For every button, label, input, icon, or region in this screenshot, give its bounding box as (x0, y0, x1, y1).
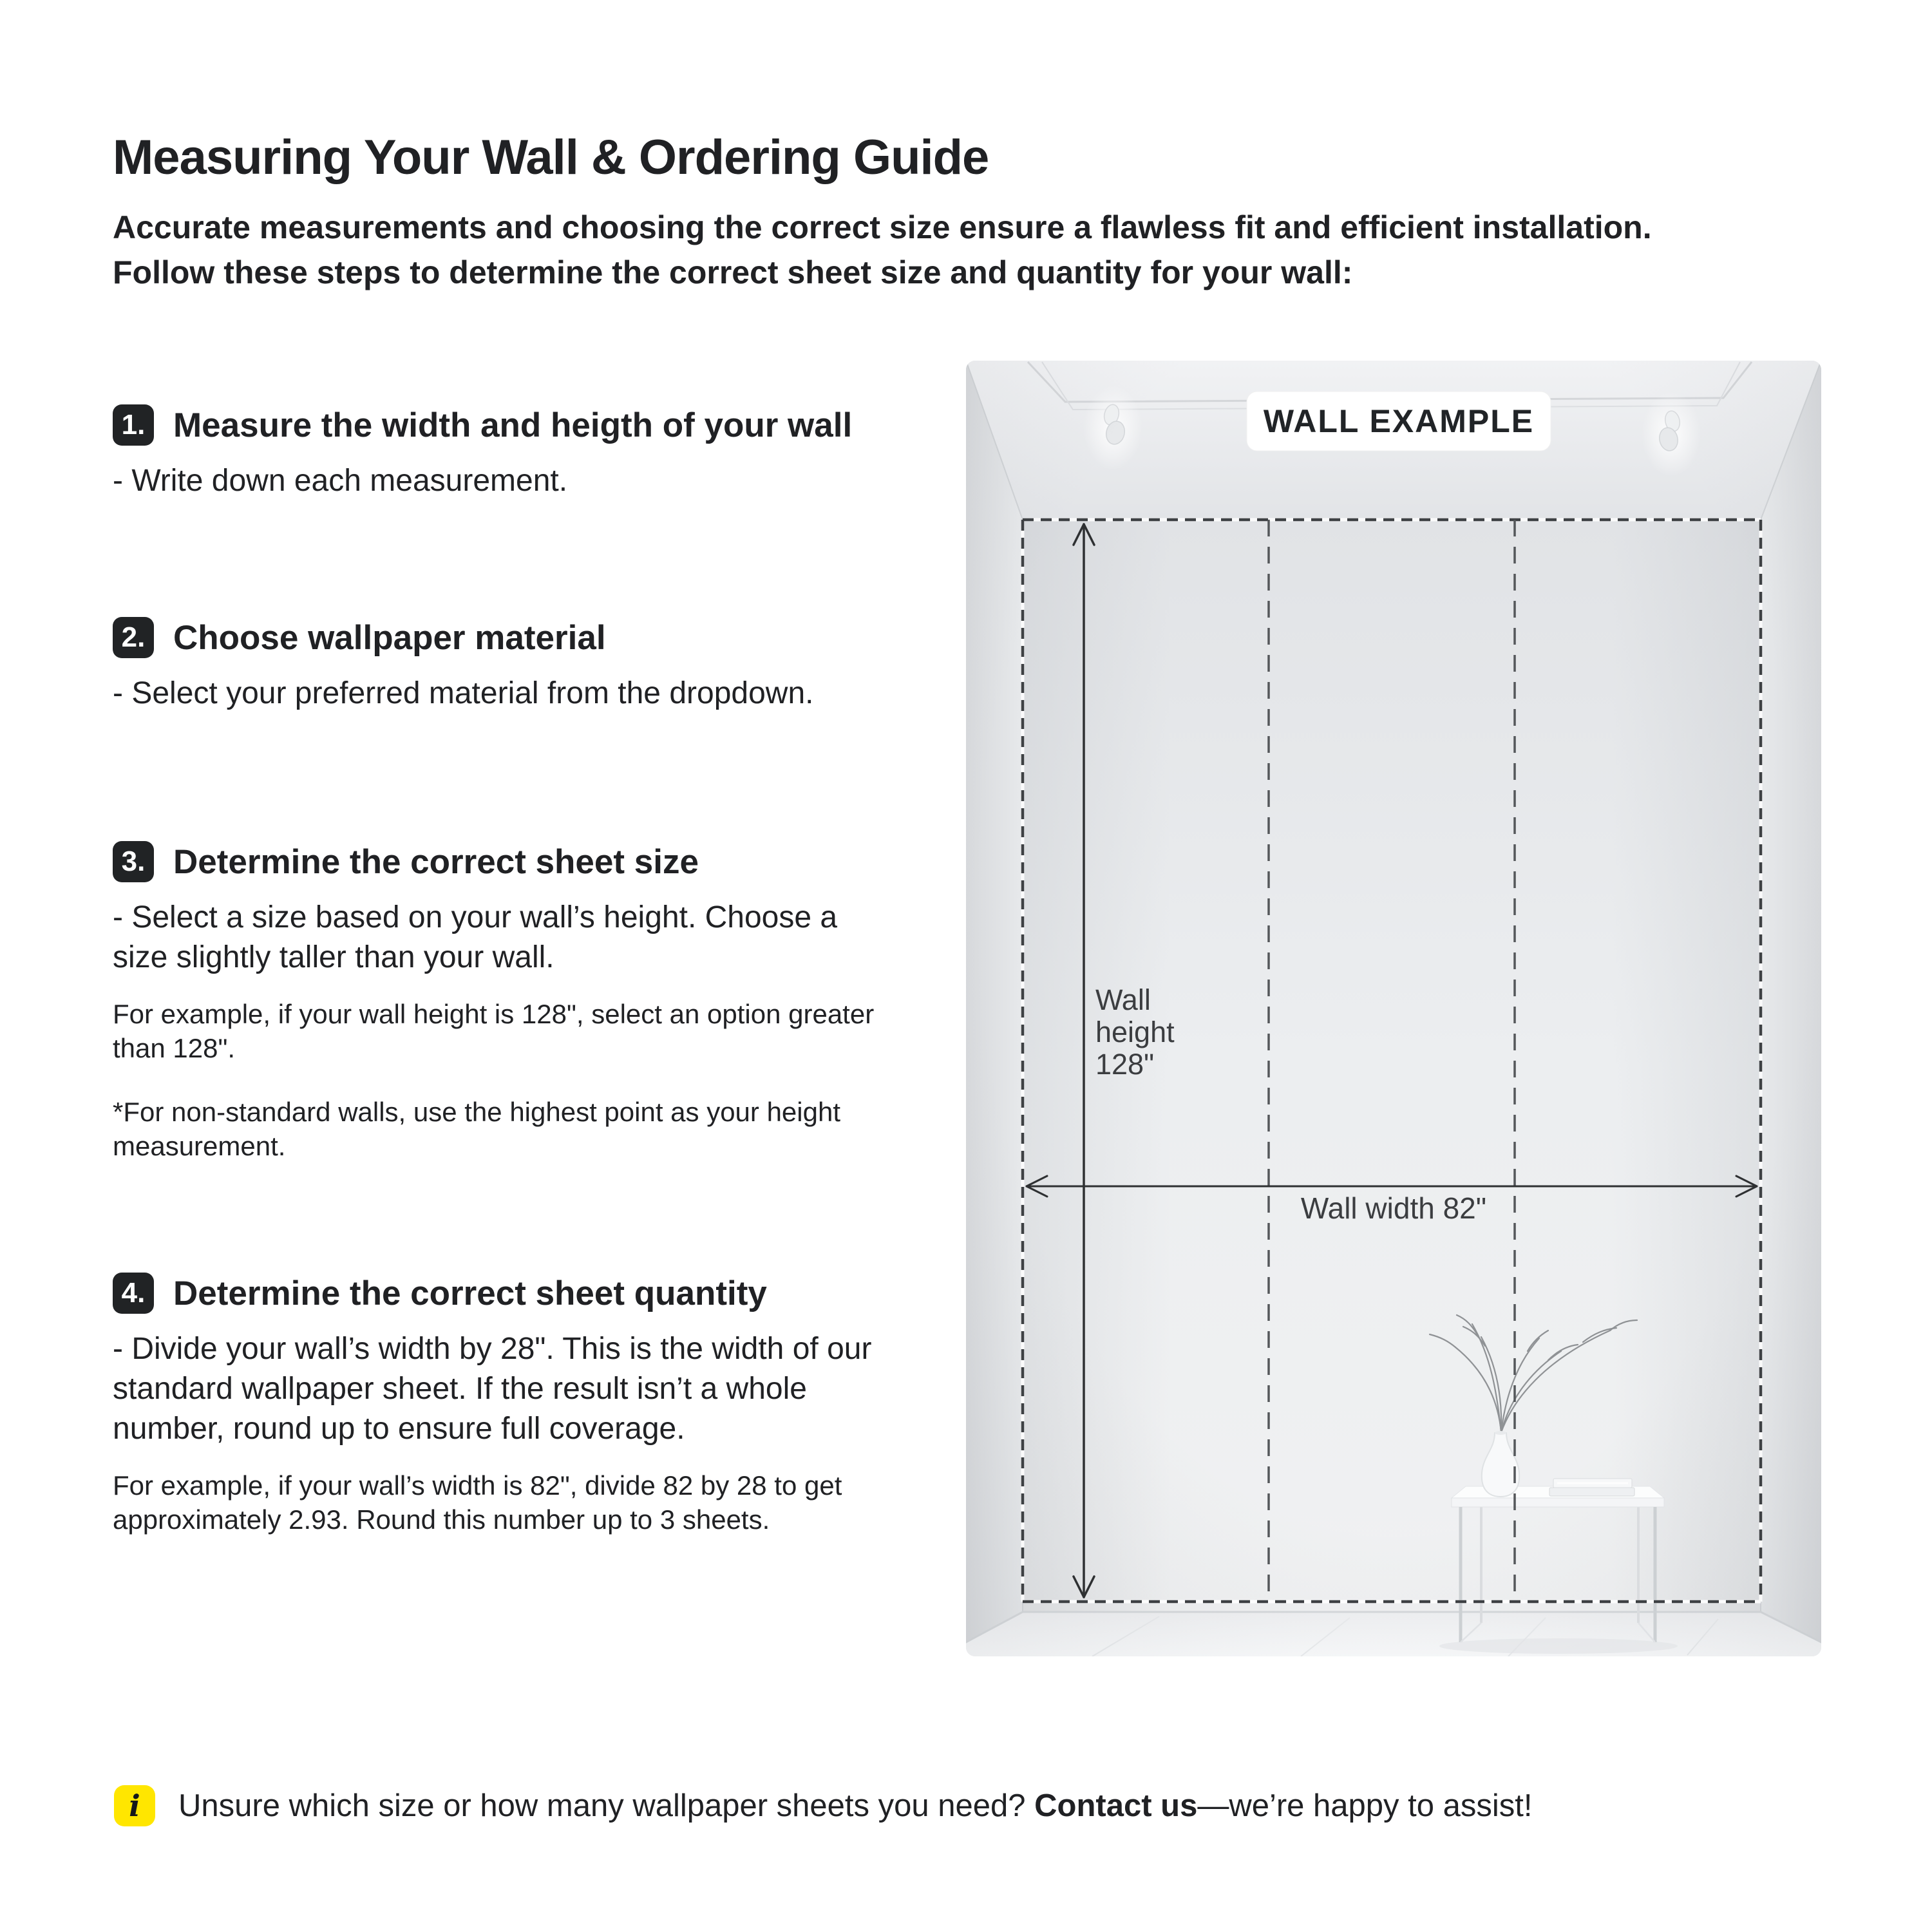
step-1-number-badge: 1. (113, 404, 154, 446)
step-3-example (113, 997, 956, 1065)
step-1-header (113, 404, 956, 446)
step-4-example-line: approximately 2.93. Round this number up to 3 sheets. (113, 1504, 770, 1535)
step-2-heading: Choose wallpaper material (173, 618, 606, 657)
step-4-heading: Determine the correct sheet quantity (173, 1274, 767, 1312)
svg-text:WALL EXAMPLE: WALL EXAMPLE (1263, 403, 1535, 439)
step-3-note-line: measurement. (113, 1131, 286, 1161)
footer-text (178, 1788, 1533, 1824)
table-shadow (1439, 1638, 1678, 1654)
svg-text:128": 128" (1095, 1048, 1155, 1081)
step-4-number-badge: 4. (113, 1273, 154, 1314)
book (1549, 1479, 1634, 1496)
step-3 (113, 841, 956, 1163)
contact-us-link[interactable]: Contact us (1034, 1788, 1198, 1823)
step-1 (113, 404, 956, 501)
page-title: Measuring Your Wall & Ordering Guide (113, 129, 989, 185)
step-2-number-badge: 2. (113, 617, 154, 658)
step-1-body (113, 461, 956, 501)
svg-text:height: height (1095, 1016, 1175, 1048)
svg-text:Wall: Wall (1095, 983, 1151, 1016)
step-3-body-line: - Select a size based on your wall’s height. Choose a (113, 900, 838, 934)
step-4-header (113, 1273, 956, 1314)
step-4-example-line: For example, if your wall’s width is 82", divide 82 by 28 to get (113, 1470, 842, 1501)
step-4-body-line: number, round up to ensure full coverage. (113, 1412, 685, 1446)
step-2-body-line: - Select your preferred material from the dropdown. (113, 676, 814, 710)
step-4 (113, 1273, 956, 1537)
step-3-heading: Determine the correct sheet size (173, 842, 699, 881)
step-3-note-line: *For non-standard walls, use the highest point as your height (113, 1097, 841, 1127)
step-2-header (113, 617, 956, 658)
info-icon (114, 1785, 155, 1826)
step-3-number-badge: 3. (113, 841, 154, 882)
step-1-body-line: - Write down each measurement. (113, 464, 568, 498)
photo-vignette (966, 361, 1821, 1656)
step-2 (113, 617, 956, 714)
step-3-body (113, 898, 956, 978)
step-4-body-line: standard wallpaper sheet. If the result isn’t a whole (113, 1372, 807, 1406)
wall-example-photo (966, 361, 1821, 1656)
step-4-body (113, 1329, 956, 1449)
intro-line: Accurate measurements and choosing the correct size ensure a flawless fit and efficient installation. (113, 209, 1652, 245)
step-3-note (113, 1095, 956, 1163)
intro-text (113, 205, 1652, 295)
step-4-example (113, 1468, 956, 1537)
footer-suffix: —we’re happy to assist! (1197, 1788, 1533, 1823)
wall-example-label (1247, 392, 1551, 451)
info-icon-glyph: i (129, 1788, 140, 1823)
wall-width-label: Wall width 82" (1300, 1191, 1487, 1225)
step-3-example-line: For example, if your wall height is 128", select an option greater (113, 999, 875, 1029)
step-3-example-line: than 128". (113, 1033, 236, 1063)
step-3-body-line: size slightly taller than your wall. (113, 940, 554, 974)
step-4-body-line: - Divide your wall’s width by 28". This is the width of our (113, 1332, 872, 1366)
footer-question: Unsure which size or how many wallpaper sheets you need? (178, 1788, 1035, 1823)
step-2-body (113, 674, 956, 714)
step-3-header (113, 841, 956, 882)
step-1-heading: Measure the width and heigth of your wall (173, 406, 853, 444)
wall-example-illustration (966, 361, 1821, 1656)
footer-note (114, 1785, 1533, 1826)
intro-line: Follow these steps to determine the correct sheet size and quantity for your wall: (113, 254, 1353, 290)
